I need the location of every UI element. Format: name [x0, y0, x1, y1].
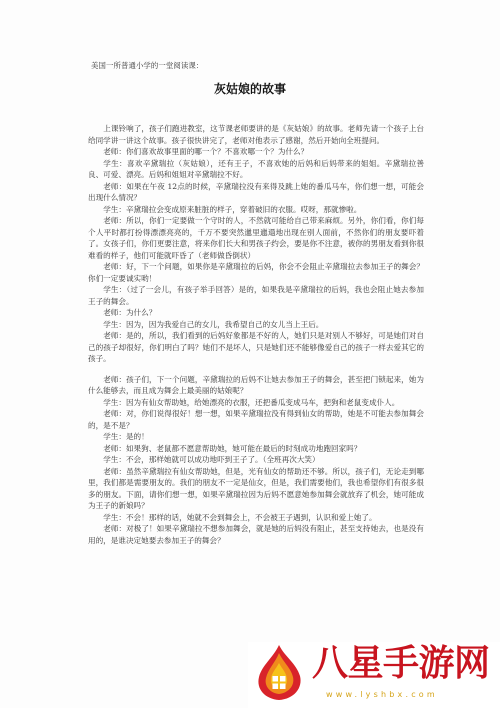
document-title: 灰姑娘的故事	[213, 82, 286, 96]
paragraph: 学生：因为，因为我爱自己的女儿，我希望自己的女儿当上王后。	[103, 319, 324, 329]
site-watermark	[248, 642, 500, 708]
brand-url: www.lyshbx.com	[326, 690, 438, 699]
paragraph: 学生：辛黛瑞拉会变成原来脏脏的样子，穿着破旧的衣服。哎呀，那就惨啦。	[103, 204, 362, 214]
paragraph: 学生：不会，那样她就可以成功地吓到王子了。（全班再次大笑）	[103, 455, 320, 464]
paragraph: 上课铃响了，孩子们跑进教室，这节课老师要讲的是《灰姑娘》的故事。老师先请一个孩子上台给同学讲一讲这个故事。孩子很快讲完了，老师对他表示了感谢，然后开始向全班提问。	[88, 124, 424, 145]
paragraph: 老师：孩子们，下一个问题，辛黛瑞拉的后妈不让她去参加王子的舞会，甚至把门锁起来，她为什么能够去，而且成为舞会上最美丽的姑娘呢？	[88, 374, 424, 395]
paragraph: 学生：不会！那样的话，她就不会到舞会上，不会被王子遇到，认识和爱上她了。	[103, 512, 377, 522]
paragraph: 学生：因为有仙女帮助她，给她漂亮的衣服，还把番瓜变成马车，把狗和老鼠变成仆人。	[103, 397, 400, 407]
paragraph: 老师：所以，你们一定要做一个守时的人，不然就可能给自己带来麻烦。另外，你们看，你们每个人平时都打扮得漂漂亮亮的，千万不要突然邋里邋遢地出现在别人面前，不然你们的朋友要吓着了。女孩子们，你们更要注意，将来你们长大和男孩子约会，要是你不注意，被你的男朋友看到你很难看的样子，他们可能就吓昏了（老师做昏倒状）	[88, 216, 424, 260]
paragraph: 老师：是的，所以，我们看到的后妈好象都是不好的人，她们只是对别人不够好，可是她们对自己的孩子却很好，你们明白了吗？她们不是坏人，只是她们还不能够像爱自己的孩子一样去爱其它的孩子。	[88, 331, 424, 363]
document-body	[88, 123, 424, 546]
brand-name: 八星手游网	[312, 643, 490, 684]
brand-logo-icon	[254, 643, 304, 703]
paragraph: 老师：为什么？	[103, 308, 157, 317]
paragraph: 学生：（过了一会儿，有孩子举手回答）是的，如果我是辛黛瑞拉的后妈，我也会阻止她去参加王子的舞会。	[88, 285, 424, 306]
paragraph: 老师：对极了！如果辛黛瑞拉不想参加舞会，就是她的后妈没有阻止，甚至支持她去，也是没有用的，是谁决定她要去参加王子的舞会？	[88, 524, 424, 545]
paragraph: 学生：喜欢辛黛瑞拉（灰姑娘），还有王子，不喜欢她的后妈和后妈带来的姐姐。辛黛瑞拉善良、可爱、漂亮。后妈和姐姐对辛黛瑞拉不好。	[88, 158, 424, 179]
intro-line: 美国一所普通小学的一堂阅读课：	[91, 61, 204, 70]
paragraph: 老师：如果狗、老鼠都不愿意帮助她，她可能在最后的时刻成功地跑回家吗？	[103, 443, 362, 453]
paragraph: 老师：好，下一个问题，如果你是辛黛瑞拉的后妈，你会不会阻止辛黛瑞拉去参加王子的舞会？你们一定要诚实哟！	[88, 262, 424, 283]
paragraph: 学生：是的！	[103, 432, 149, 441]
paragraph: 老师：对，你们说得很好！想一想，如果辛黛瑞拉没有得到仙女的帮助，她是不可能去参加舞会的，是不是？	[88, 409, 424, 430]
paragraph: 老师：如果在午夜 12点的时候，辛黛瑞拉没有来得及跳上她的番瓜马车，你们想一想，可能会出现什么情况？	[88, 181, 424, 202]
paragraph: 老师：虽然辛黛瑞拉有仙女帮助她，但是，光有仙女的帮助还不够。所以，孩子们，无论走到哪里，我们都是需要朋友的。我们的朋友不一定是仙女，但是，我们需要他们，我也希望你们有很多很多的朋友。下面，请你们想一想，如果辛黛瑞拉因为后妈不愿意她参加舞会就放弃了机会，她可能成为王子的新娘吗？	[88, 466, 424, 510]
paragraph: 老师：你们喜欢故事里面的哪一个？不喜欢哪一个？为什么？	[103, 147, 309, 156]
